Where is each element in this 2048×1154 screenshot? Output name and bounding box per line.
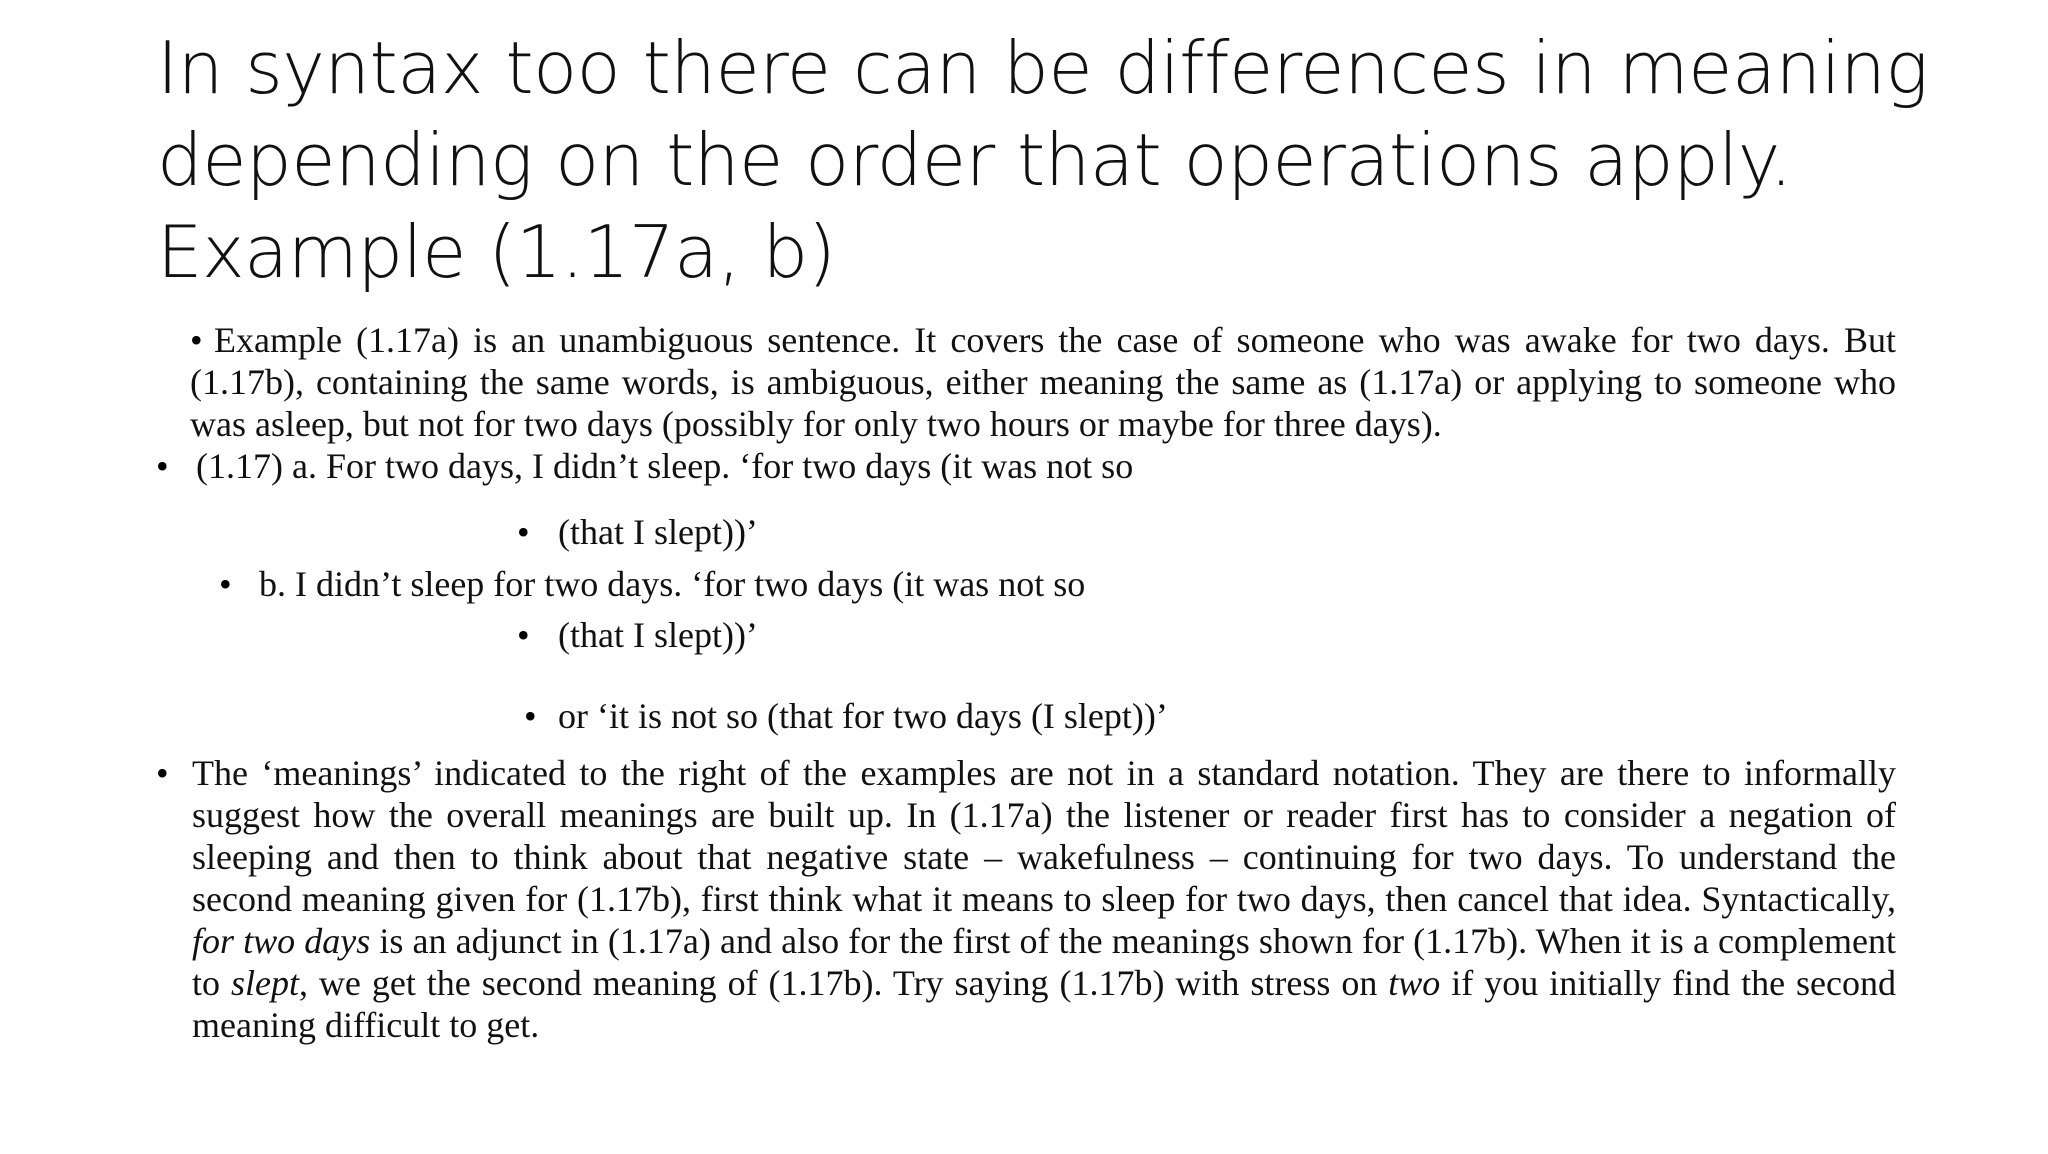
- explanation-paragraph: [192, 752, 1896, 1046]
- example-a-bullet: •: [156, 446, 169, 486]
- explanation-italic-for-two-days: for two days: [192, 921, 371, 961]
- explanation-text-4: if you initially find the second meaning difficult to get.: [192, 963, 1896, 1045]
- intro-paragraph: Example (1.17a) is an unambiguous sentence. It covers the case of someone who was awake for two days. But (1.17b), containing the same words, is ambiguous, either meaning the same as (1.17a) or applying to someone who was asleep, but not for two days (possibly for only two hours or maybe for three days).: [190, 320, 1896, 444]
- intro-bullet: •: [190, 320, 203, 360]
- explanation-text-1: The ‘meanings’ indicated to the right of the examples are not in a standard notation. They are there to informally suggest how the overall meanings are built up. In (1.17a) the listener or reader first has to consider a negation of sleeping and then to think about that negative state – wakefulness – continuing for two days. To understand the second meaning given for (1.17b), first think what it means to sleep for two days, then cancel that idea. Syntactically,: [192, 753, 1896, 919]
- example-b-alt-bullet: •: [524, 696, 537, 736]
- example-a-sub-bullet: •: [517, 512, 530, 552]
- explanation-bullet: •: [156, 753, 169, 793]
- explanation-italic-two: two: [1388, 963, 1441, 1003]
- example-b-sub-text: (that I slept))’: [558, 615, 758, 655]
- example-a-text: (1.17) a. For two days, I didn’t sleep. ‘for two days (it was not so: [196, 446, 1134, 486]
- example-b-bullet: •: [219, 564, 232, 604]
- example-b-sub-bullet: •: [517, 615, 530, 655]
- slide-title: [157, 22, 1977, 298]
- title-line-3: Example (1.17a, b): [157, 210, 836, 294]
- example-a-sub-text: (that I slept))’: [558, 512, 758, 552]
- title-line-2: depending on the order that operations apply.: [157, 118, 1793, 202]
- explanation-italic-slept: slept: [230, 963, 299, 1003]
- title-line-1: In syntax too there can be differences in meaning: [157, 26, 1929, 110]
- explanation-text-2: is an adjunct in (1.17a) and also for the first of the meanings shown for (1.17b). When it is a complement to: [192, 921, 1897, 1003]
- example-b-text: b. I didn’t sleep for two days. ‘for two days (it was not so: [259, 564, 1086, 604]
- explanation-text-3: , we get the second meaning of (1.17b). Try saying (1.17b) with stress on: [298, 963, 1389, 1003]
- example-b-alt-text: or ‘it is not so (that for two days (I slept))’: [558, 696, 1168, 736]
